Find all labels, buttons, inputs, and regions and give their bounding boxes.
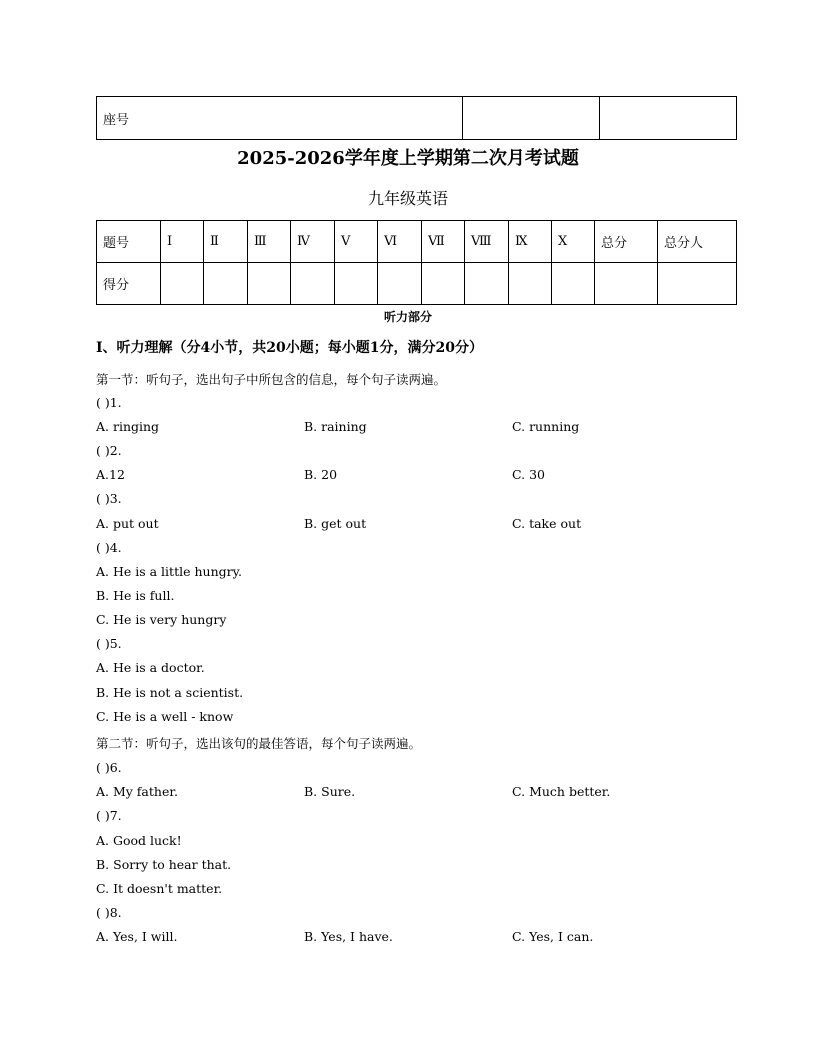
option-b: B. Sure. [304, 784, 356, 799]
score-header-cell: Ⅰ [161, 221, 204, 263]
option-c: C. running [512, 419, 580, 434]
score-header-cell: Ⅱ [204, 221, 248, 263]
score-cell[interactable] [378, 263, 422, 305]
option-b: B. Sorry to hear that. [96, 857, 232, 872]
score-cell[interactable] [552, 263, 595, 305]
option-c: C. Much better. [512, 784, 611, 799]
option-c: C. He is a well - know [96, 709, 234, 724]
option-a: A. ringing [96, 419, 160, 434]
score-cell[interactable] [335, 263, 378, 305]
part2-instruction: 第二节：听句子，选出该句的最佳答语，每个句子读两遍。 [96, 736, 422, 751]
score-header-cell: 题号 [97, 221, 161, 263]
seat-blank-2[interactable] [600, 97, 737, 140]
option-a: A. He is a little hungry. [96, 564, 242, 579]
question-number[interactable]: ( )4. [96, 540, 122, 555]
score-cell[interactable] [595, 263, 658, 305]
score-cell[interactable] [204, 263, 248, 305]
option-b: B. 20 [304, 467, 338, 482]
option-b: B. He is full. [96, 588, 175, 603]
option-a: A. He is a doctor. [96, 660, 205, 675]
score-header-cell: Ⅵ [378, 221, 422, 263]
score-cell[interactable] [422, 263, 465, 305]
option-b: B. He is not a scientist. [96, 685, 244, 700]
option-c: C. It doesn't matter. [96, 881, 223, 896]
score-cell[interactable] [291, 263, 335, 305]
question-number[interactable]: ( )5. [96, 636, 122, 651]
section-heading: Ⅰ、听力理解（分4小节，共20小题；每小题1分，满分20分） [96, 340, 483, 356]
exam-title: 2025-2026学年度上学期第二次月考试题 [237, 148, 579, 169]
score-row-label: 得分 [97, 263, 161, 305]
option-b: B. get out [304, 516, 367, 531]
score-header-cell: Ⅶ [422, 221, 465, 263]
question-number[interactable]: ( )3. [96, 491, 122, 506]
question-number[interactable]: ( )8. [96, 905, 122, 920]
option-a: A. Good luck! [96, 833, 182, 848]
option-a: A. My father. [96, 784, 178, 799]
question-number[interactable]: ( )7. [96, 808, 122, 823]
option-c: C. take out [512, 516, 582, 531]
option-c: C. He is very hungry [96, 612, 227, 627]
score-header-cell: Ⅸ [509, 221, 552, 263]
option-a: A.12 [96, 467, 125, 482]
score-cell[interactable] [161, 263, 204, 305]
option-a: A. Yes, I will. [96, 929, 178, 944]
listening-label: 听力部分 [383, 310, 432, 324]
score-cell[interactable] [509, 263, 552, 305]
score-header-cell: Ⅲ [248, 221, 291, 263]
question-number[interactable]: ( )1. [96, 395, 122, 410]
question-number[interactable]: ( )2. [96, 443, 122, 458]
option-c: C. 30 [512, 467, 545, 482]
score-header-row [97, 221, 737, 263]
question-number[interactable]: ( )6. [96, 760, 122, 775]
score-row [97, 263, 737, 305]
option-a: A. put out [96, 516, 159, 531]
score-header-cell: Ⅹ [552, 221, 595, 263]
score-header-cell: Ⅴ [335, 221, 378, 263]
option-b: B. Yes, I have. [304, 929, 393, 944]
seat-label: 座号 [97, 97, 463, 140]
score-header-cell: Ⅳ [291, 221, 335, 263]
seat-table [96, 96, 737, 140]
exam-subtitle: 九年级英语 [367, 189, 448, 208]
score-header-cell: 总分人 [658, 221, 737, 263]
score-header-cell: Ⅷ [465, 221, 509, 263]
seat-blank-1[interactable] [463, 97, 600, 140]
option-b: B. raining [304, 419, 367, 434]
score-cell[interactable] [248, 263, 291, 305]
score-cell[interactable] [658, 263, 737, 305]
option-c: C. Yes, I can. [512, 929, 594, 944]
score-cell[interactable] [465, 263, 509, 305]
score-header-cell: 总分 [595, 221, 658, 263]
part1-instruction: 第一节：听句子，选出句子中所包含的信息，每个句子读两遍。 [96, 372, 447, 387]
score-table [96, 220, 737, 305]
